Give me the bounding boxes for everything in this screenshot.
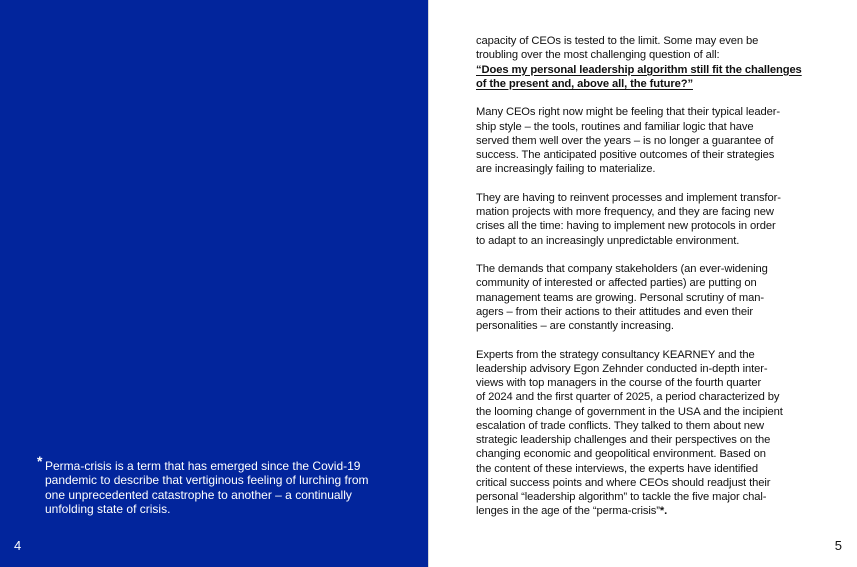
- paragraph-4: [476, 262, 816, 333]
- body-text: [476, 34, 816, 533]
- text-line: changing economic and geopolitical environment. Based on: [476, 448, 766, 461]
- footnote: [37, 455, 389, 516]
- footnote-reference: *.: [659, 505, 668, 518]
- text-line: They are having to reinvent processes and implement transfor-: [476, 191, 781, 204]
- text-line: leadership advisory Egon Zehnder conducted in-depth inter-: [476, 362, 768, 375]
- right-page: [429, 0, 857, 567]
- text-line: views with top managers in the course of the fourth quarter: [476, 377, 762, 389]
- text-line: Experts from the strategy consultancy KEARNEY and the: [476, 348, 755, 361]
- key-question-line: of the present and, above all, the future?”: [476, 77, 693, 90]
- paragraph-1: [476, 34, 816, 91]
- text-line: are increasingly failing to materialize.: [476, 163, 656, 176]
- text-line: success. The anticipated positive outcomes of their strategies: [476, 149, 775, 161]
- text-line: agers – from their actions to their attitudes and even their: [476, 305, 753, 318]
- paragraph-5: [476, 348, 816, 519]
- text-line: the looming change of government in the USA and the incipient: [476, 405, 783, 418]
- text-line: capacity of CEOs is tested to the limit. Some may even be: [476, 35, 759, 47]
- text-line: community of interested or affected parties) are putting on: [476, 277, 757, 290]
- text-line: The demands that company stakeholders (an ever-widening: [476, 263, 768, 275]
- text-line: of 2024 and the first quarter of 2025, a period characterized by: [476, 391, 780, 404]
- text-line: crises all the time: having to implement new protocols in order: [476, 220, 776, 233]
- left-page: [0, 0, 428, 567]
- key-question-line: “Does my personal leadership algorithm still fit the challenges: [476, 63, 802, 76]
- text-line: escalation of trade conflicts. They talked to them about new: [476, 419, 764, 432]
- text-line: served them well over the years – is no longer a guarantee of: [476, 134, 774, 147]
- page-number-right: 5: [834, 538, 842, 553]
- footnote-line: unfolding state of crisis.: [45, 501, 171, 516]
- paragraph-3: [476, 191, 816, 248]
- footnote-text: [37, 455, 389, 516]
- text-line: strategic leadership challenges and their perspectives on the: [476, 434, 771, 446]
- footnote-line: pandemic to describe that vertiginous feeling of lurching from: [45, 473, 369, 488]
- text-line: to adapt to an increasingly unpredictable environment.: [476, 234, 740, 247]
- last-line: [476, 504, 816, 518]
- page-number-left: 4: [14, 538, 22, 553]
- footnote-line: one unprecedented catastrophe to another – a continually: [45, 487, 352, 502]
- footnote-marker: *: [37, 453, 43, 469]
- text-line: mation projects with more frequency, and they are facing new: [476, 206, 774, 218]
- text-line: critical success points and where CEOs should readjust their: [476, 476, 771, 489]
- text-line: lenges in the age of the “perma-crisis”: [476, 505, 660, 518]
- text-line: Many CEOs right now might be feeling that their typical leader-: [476, 106, 780, 119]
- text-line: the content of these interviews, the experts have identified: [476, 462, 758, 475]
- text-line: personal “leadership algorithm” to tackle the five major chal-: [476, 491, 767, 503]
- footnote-line: Perma-crisis is a term that has emerged since the Covid-19: [45, 459, 361, 473]
- paragraph-2: [476, 105, 816, 176]
- text-line: personalities – are constantly increasing.: [476, 320, 674, 332]
- text-line: management teams are growing. Personal scrutiny of man-: [476, 291, 764, 304]
- text-line: ship style – the tools, routines and familiar logic that have: [476, 120, 754, 133]
- text-line: troubling over the most challenging question of all:: [476, 49, 720, 62]
